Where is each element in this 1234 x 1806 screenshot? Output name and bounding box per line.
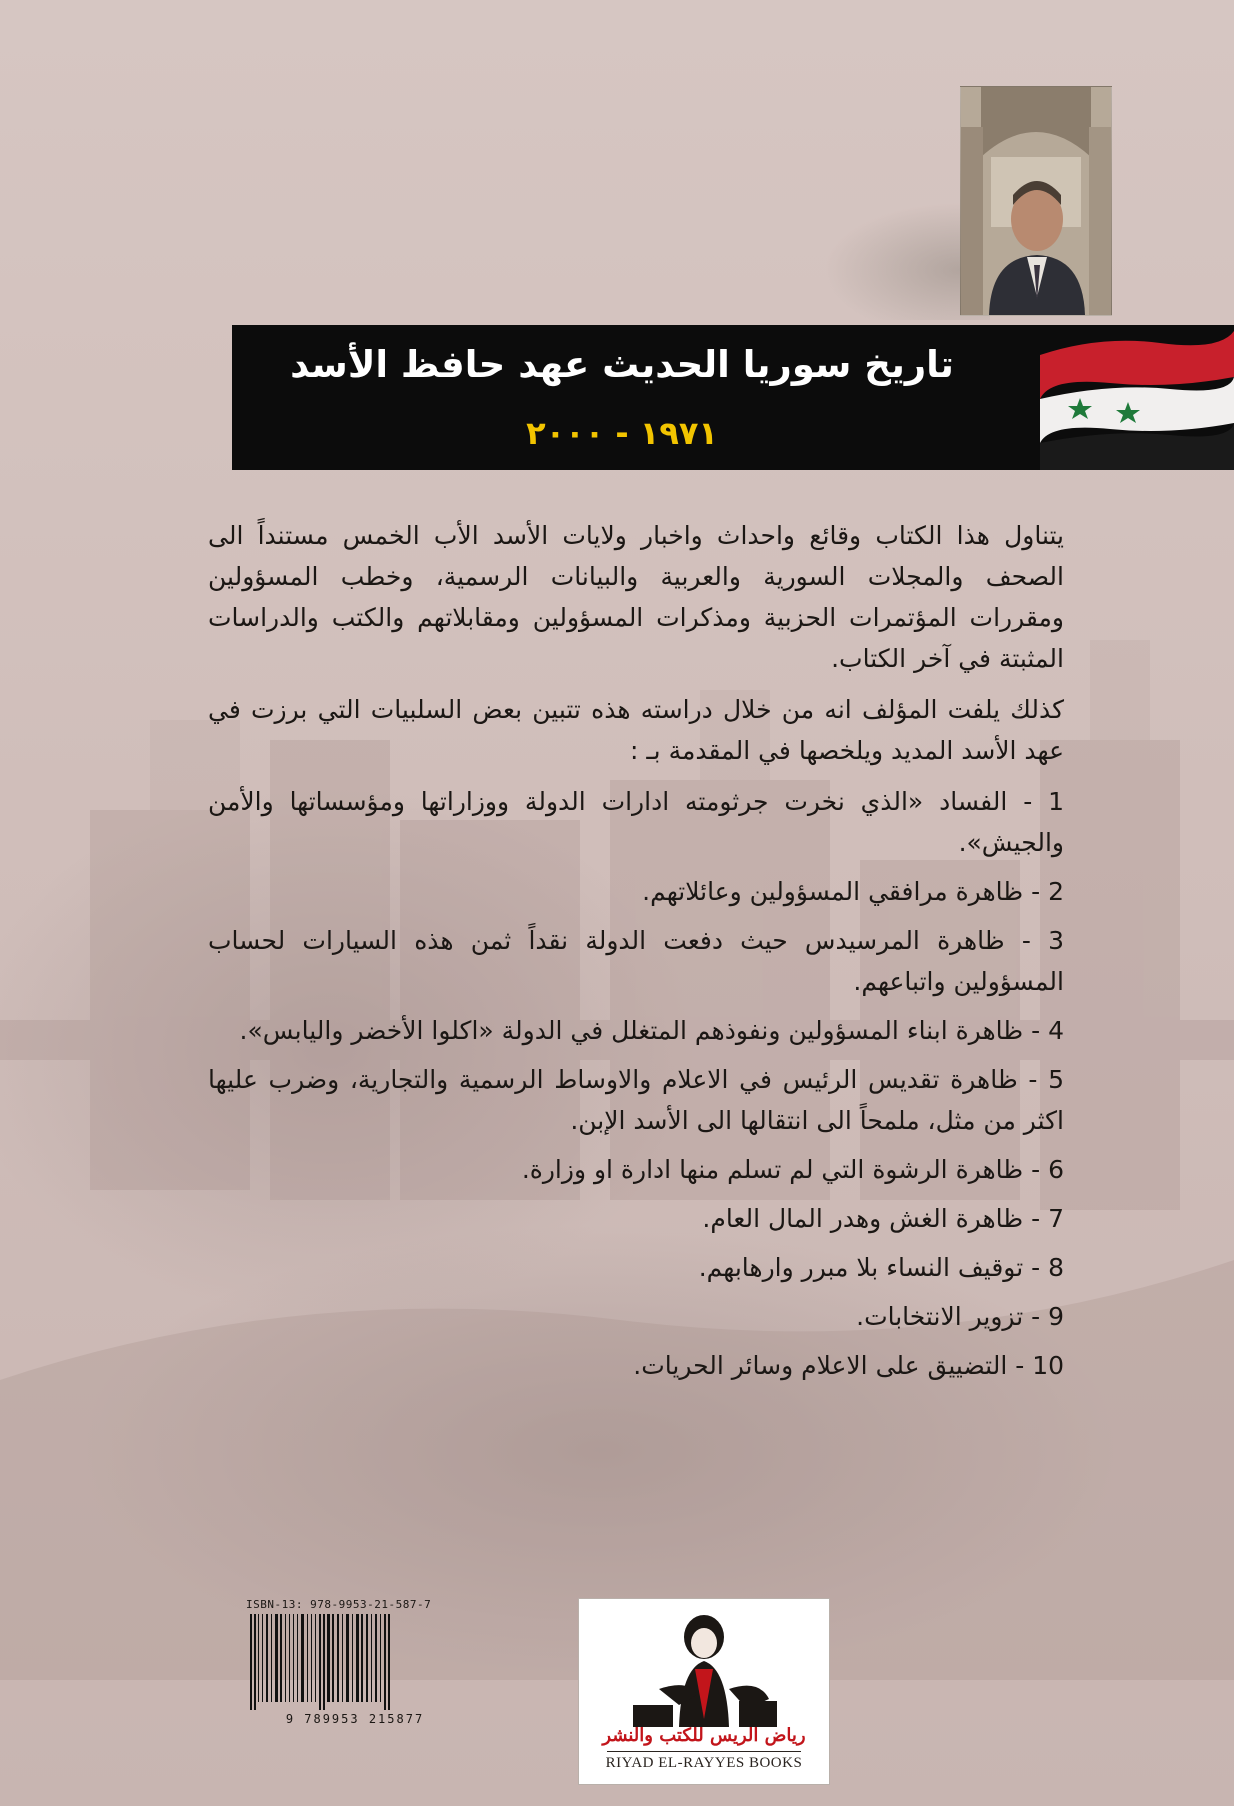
barcode-bar xyxy=(380,1614,381,1702)
barcode-digits: 9 789953 215877 xyxy=(285,1712,425,1726)
list-item: 2 - ظاهرة مرافقي المسؤولين وعائلاتهم. xyxy=(642,877,1064,906)
list-item: 6 - ظاهرة الرشوة التي لم تسلم منها ادارة او وزارة. xyxy=(521,1155,1064,1184)
list-item: 10 - التضييق على الاعلام وسائر الحريات. xyxy=(633,1351,1064,1380)
barcode-bars xyxy=(246,1614,464,1710)
barcode-bar xyxy=(332,1614,334,1702)
publisher-emblem-icon xyxy=(619,1609,789,1729)
syrian-flag-image xyxy=(1040,325,1234,470)
list-item: 8 - توقيف النساء بلا مبرر وارهابهم. xyxy=(698,1253,1064,1282)
portrait-photo xyxy=(960,86,1112,316)
barcode-bar xyxy=(375,1614,377,1702)
list-item: 1 - الفساد «الذي نخرت جرثومته ادارات الدولة ووزاراتها ومؤسساتها والأمن والجيش». xyxy=(208,787,1064,857)
barcode-bar xyxy=(361,1614,363,1702)
publisher-name-arabic: رياض الريس للكتب والنشر xyxy=(602,1725,806,1746)
barcode-bar xyxy=(307,1614,308,1702)
description-lead: كذلك يلفت المؤلف انه من خلال دراسته هذه تتبين بعض السلبيات التي برزت في عهد الأسد المديد ويلخصها في المقدمة بـ : xyxy=(208,695,1064,765)
publisher-logo xyxy=(578,1598,830,1785)
photo-shadow xyxy=(760,150,990,320)
barcode-bar xyxy=(388,1614,390,1710)
barcode-bar xyxy=(319,1614,321,1710)
barcode-bar xyxy=(346,1614,349,1702)
barcode-bar xyxy=(271,1614,272,1702)
list-item: 9 - تزوير الانتخابات. xyxy=(856,1302,1064,1331)
barcode-bar xyxy=(371,1614,372,1702)
barcode-bar xyxy=(250,1614,252,1710)
barcode-bar xyxy=(285,1614,286,1702)
list-item: 3 - ظاهرة المرسيدس حيث دفعت الدولة نقداً ثمن هذه السيارات لحساب المسؤولين واتباعهم. xyxy=(208,926,1064,996)
book-years: ١٩٧١ - ٢٠٠٠ xyxy=(526,414,718,452)
barcode-bar xyxy=(311,1614,312,1702)
isbn-label: ISBN-13: 978-9953-21-587-7 xyxy=(246,1598,432,1611)
publisher-name-english: RIYAD EL-RAYYES BOOKS xyxy=(605,1755,803,1771)
barcode-bar xyxy=(342,1614,343,1702)
barcode-bar xyxy=(327,1614,330,1702)
barcode-bar xyxy=(301,1614,304,1702)
isbn-barcode xyxy=(246,1598,464,1732)
list-item: 7 - ظاهرة الغش وهدر المال العام. xyxy=(702,1204,1064,1233)
description-intro: يتناول هذا الكتاب وقائع واحداث واخبار ولايات الأسد الأب الخمس مستنداً الى الصحف والمجلات السورية والعربية والبيانات الرسمية، وخطب المسؤولين ومقررات المؤتمرات الحزبية ومذكرات المسؤولين ومقابلاتهم والكتب والدراسات المثبتة في آخر الكتاب. xyxy=(208,521,1064,673)
barcode-bar xyxy=(280,1614,282,1702)
barcode-bar xyxy=(356,1614,359,1702)
barcode-bar xyxy=(266,1614,268,1702)
list-item: 5 - ظاهرة تقديس الرئيس في الاعلام والاوساط الرسمية والتجارية، وضرب عليها اكثر من مثل، ملمحاً الى انتقالها الى الأسد الإبن. xyxy=(208,1065,1064,1135)
barcode-bar xyxy=(254,1614,256,1710)
barcode-bar xyxy=(258,1614,259,1702)
publisher-divider xyxy=(607,1751,801,1752)
barcode-bar xyxy=(315,1614,316,1702)
barcode-bar xyxy=(337,1614,339,1702)
barcode-bar xyxy=(366,1614,368,1702)
book-title: تاريخ سوريا الحديث عهد حافظ الأسد xyxy=(290,343,954,386)
list-item: 4 - ظاهرة ابناء المسؤولين ونفوذهم المتغلل في الدولة «اكلوا الأخضر واليابس». xyxy=(239,1016,1064,1045)
barcode-bar xyxy=(262,1614,263,1702)
barcode-bar xyxy=(297,1614,298,1702)
barcode-bar xyxy=(293,1614,294,1702)
barcode-bar xyxy=(275,1614,278,1702)
barcode-bar xyxy=(323,1614,325,1710)
barcode-bar xyxy=(384,1614,386,1710)
barcode-bar xyxy=(352,1614,353,1702)
description xyxy=(208,515,1064,1394)
barcode-bar xyxy=(289,1614,290,1702)
